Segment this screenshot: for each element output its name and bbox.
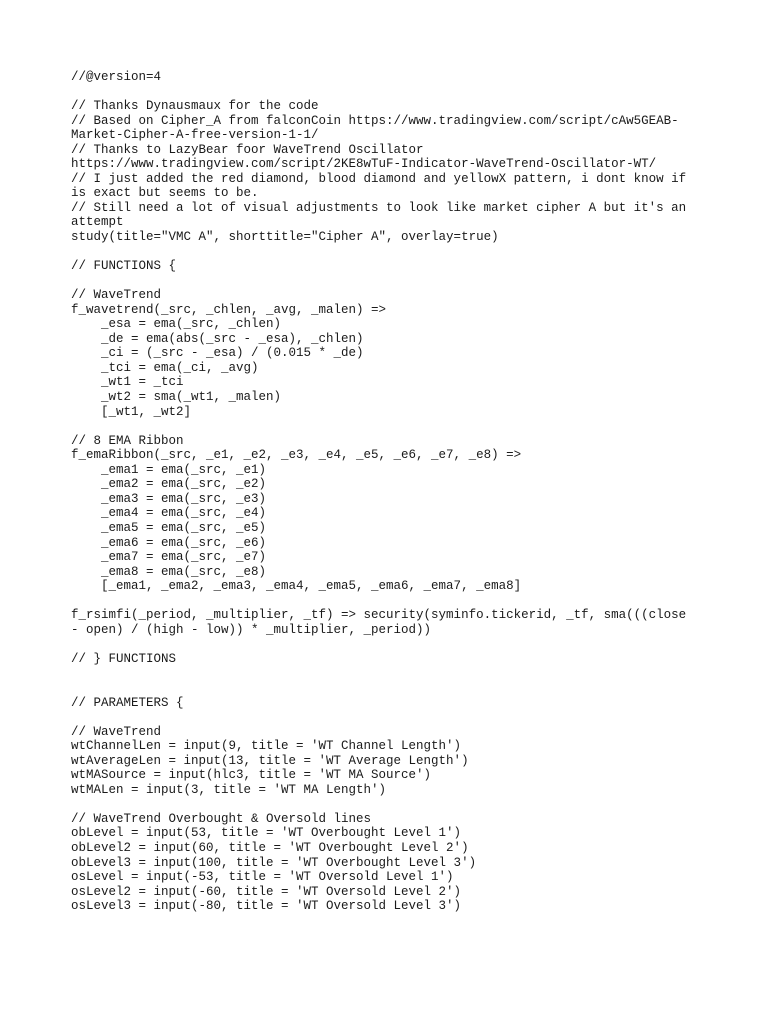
code-line: _tci = ema(_ci, _avg) <box>71 360 259 375</box>
code-document <box>71 70 701 914</box>
code-line: _wt2 = sma(_wt1, _malen) <box>71 390 282 405</box>
code-line <box>71 419 701 434</box>
code-line: wtChannelLen = input(9, title = 'WT Channel Length') <box>71 739 462 754</box>
code-line: // PARAMETERS { <box>71 695 184 710</box>
code-line: _esa = ema(_src, _chlen) <box>71 317 282 332</box>
code-line: obLevel3 = input(100, title = 'WT Overbought Level 3') <box>71 855 477 870</box>
code-line: [_wt1, _wt2] <box>71 404 192 419</box>
code-line: _ema6 = ema(_src, _e6) <box>71 535 267 550</box>
code-line <box>71 666 701 681</box>
code-line: f_wavetrend(_src, _chlen, _avg, _malen) => <box>71 302 387 317</box>
code-line: osLevel = input(-53, title = 'WT Oversold Level 1') <box>71 870 454 885</box>
code-line: _wt1 = _tci <box>71 375 184 390</box>
code-line: // FUNCTIONS { <box>71 259 177 274</box>
code-line: _ema3 = ema(_src, _e3) <box>71 491 267 506</box>
code-line: _ema1 = ema(_src, _e1) <box>71 462 267 477</box>
code-line: wtMASource = input(hlc3, title = 'WT MA Source') <box>71 768 432 783</box>
code-line: // WaveTrend <box>71 288 162 303</box>
code-line: _ema4 = ema(_src, _e4) <box>71 506 267 521</box>
code-line: // I just added the red diamond, blood diamond and yellowX pattern, i dont know if <box>71 171 687 186</box>
code-line: _ci = (_src - _esa) / (0.015 * _de) <box>71 346 364 361</box>
code-line <box>71 85 701 100</box>
code-line: obLevel2 = input(60, title = 'WT Overbought Level 2') <box>71 840 469 855</box>
code-line: study(title="VMC A", shorttitle="Cipher A", overlay=true) <box>71 230 499 245</box>
code-line: _ema7 = ema(_src, _e7) <box>71 550 267 565</box>
code-line: // 8 EMA Ribbon <box>71 433 184 448</box>
code-line <box>71 710 701 725</box>
code-line <box>71 594 701 609</box>
code-line: obLevel = input(53, title = 'WT Overbought Level 1') <box>71 826 462 841</box>
code-line: _ema8 = ema(_src, _e8) <box>71 564 267 579</box>
code-line: is exact but seems to be. <box>71 186 259 201</box>
code-line: // Thanks to LazyBear foor WaveTrend Oscillator <box>71 142 424 157</box>
code-line: f_rsimfi(_period, _multiplier, _tf) => security(syminfo.tickerid, _tf, sma(((close <box>71 608 687 623</box>
code-line: // Thanks Dynausmaux for the code <box>71 99 319 114</box>
code-line: // WaveTrend <box>71 724 162 739</box>
code-line: _ema5 = ema(_src, _e5) <box>71 520 267 535</box>
code-line: f_emaRibbon(_src, _e1, _e2, _e3, _e4, _e5, _e6, _e7, _e8) => <box>71 448 522 463</box>
code-line: - open) / (high - low)) * _multiplier, _period)) <box>71 622 432 637</box>
code-line: https://www.tradingview.com/script/2KE8wTuF-Indicator-WaveTrend-Oscillator-WT/ <box>71 157 657 172</box>
code-line <box>71 637 701 652</box>
code-line <box>71 797 701 812</box>
code-line <box>71 681 701 696</box>
code-line: attempt <box>71 215 124 230</box>
code-line: // WaveTrend Overbought & Oversold lines <box>71 811 372 826</box>
code-line: wtAverageLen = input(13, title = 'WT Average Length') <box>71 753 469 768</box>
code-line: wtMALen = input(3, title = 'WT MA Length') <box>71 782 387 797</box>
code-line <box>71 245 701 260</box>
code-line: _ema2 = ema(_src, _e2) <box>71 477 267 492</box>
code-line: Market-Cipher-A-free-version-1-1/ <box>71 128 319 143</box>
code-line: osLevel2 = input(-60, title = 'WT Oversold Level 2') <box>71 884 462 899</box>
code-line: osLevel3 = input(-80, title = 'WT Oversold Level 3') <box>71 899 462 914</box>
code-line <box>71 274 701 289</box>
code-line: // } FUNCTIONS <box>71 651 177 666</box>
code-line: //@version=4 <box>71 70 162 84</box>
code-line: // Based on Cipher_A from falconCoin https://www.tradingview.com/script/cAw5GEAB- <box>71 113 679 128</box>
code-line: _de = ema(abs(_src - _esa), _chlen) <box>71 331 364 346</box>
code-line: // Still need a lot of visual adjustments to look like market cipher A but it's an <box>71 200 687 215</box>
code-line: [_ema1, _ema2, _ema3, _ema4, _ema5, _ema6, _ema7, _ema8] <box>71 579 522 594</box>
